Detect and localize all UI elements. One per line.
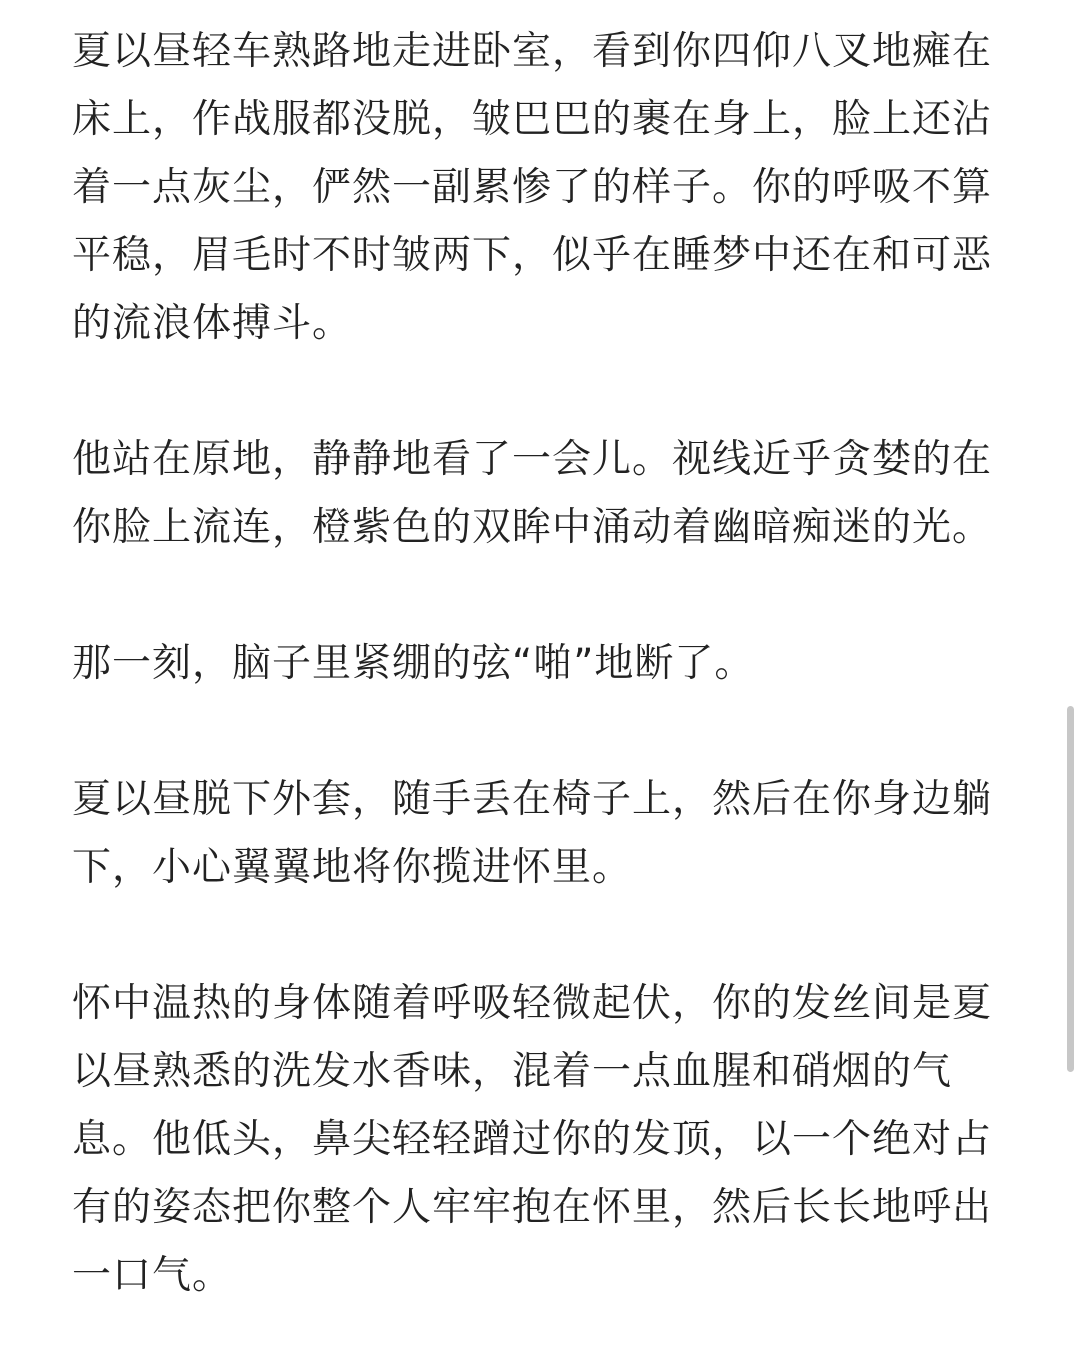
paragraph: 夏以昼脱下外套，随手丢在椅子上，然后在你身边躺下，小心翼翼地将你揽进怀里。 (72, 777, 993, 890)
paragraph: 他站在原地，静静地看了一会儿。视线近乎贪婪的在你脸上流连，橙紫色的双眸中涌动着幽暗痴迷的光。 (72, 437, 993, 550)
paragraph: 怀中温热的身体随着呼吸轻微起伏，你的发丝间是夏以昼熟悉的洗发水香味，混着一点血腥和硝烟的气息。他低头，鼻尖轻轻蹭过你的发顶，以一个绝对占有的姿态把你整个人牢牢抱在怀里，然后长长地呼出一口气。 (72, 981, 993, 1298)
paragraph: 那一刻，脑子里紧绷的弦“啪”地断了。 (72, 641, 755, 686)
scrollbar-thumb[interactable] (1067, 706, 1074, 1072)
paragraph: 夏以昼轻车熟路地走进卧室，看到你四仰八叉地瘫在床上，作战服都没脱，皱巴巴的裹在身上，脸上还沾着一点灰尘，俨然一副累惨了的样子。你的呼吸不算平稳，眉毛时不时皱两下，似乎在睡梦中还在和可恶的流浪体搏斗。 (72, 29, 993, 346)
article-body (72, 18, 1012, 1310)
